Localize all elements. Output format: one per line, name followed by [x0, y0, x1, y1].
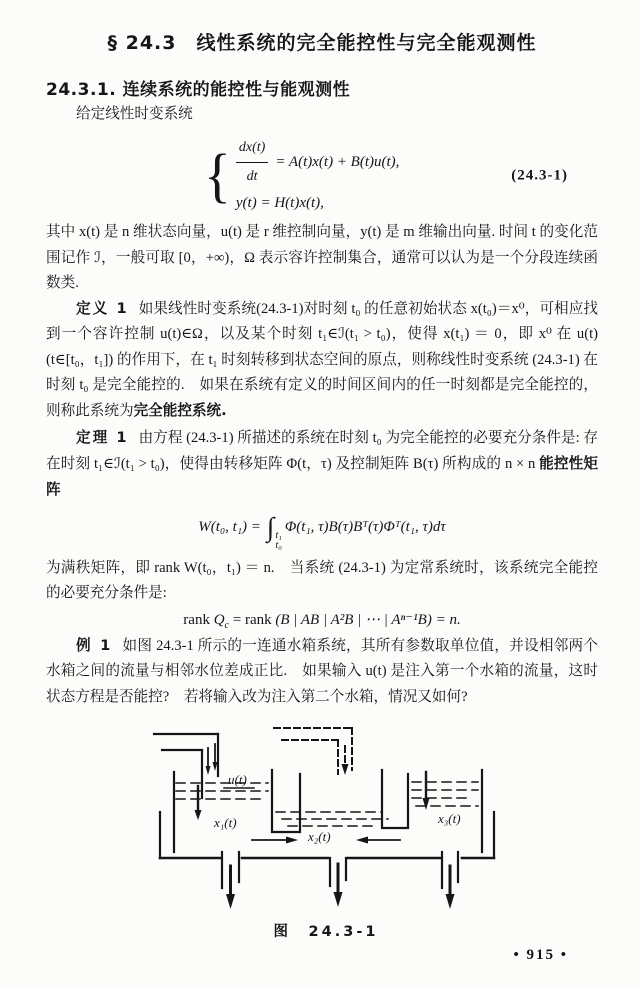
x3-label: x₃(t) — [438, 811, 461, 827]
equation-lines — [236, 135, 400, 216]
paragraph-intro: 给定线性时变系统 — [76, 106, 193, 122]
equation-number: (24.3-1) — [511, 167, 568, 184]
gramian-lhs: W(t₀, t₁) = — [198, 518, 261, 535]
tank1-water-level — [176, 783, 268, 799]
pier1 — [272, 770, 300, 832]
paragraph-theorem-1 — [46, 425, 598, 504]
derivative-fraction — [236, 135, 268, 190]
drain-tank2 — [330, 858, 346, 907]
theorem-1-label: 定理 1 — [76, 428, 129, 446]
definition-1-label: 定义 1 — [76, 300, 129, 318]
paragraph-system-description: 其中 x(t) 是 n 维状态向量，u(t) 是 r 维控制向量，y(t) 是 m 维输出向量. 时间 t 的变化范围记作 ℐ，一般可取 [0，+∞)，Ω 表示容许控制集合，通常可以认为是一个分段连续函数类. — [46, 224, 598, 291]
paragraph-example-1 — [46, 633, 598, 710]
figure-24-3-1 — [142, 720, 510, 941]
x1-label: x₁(t) — [214, 815, 237, 831]
integral-lower-limit: t₀ — [275, 539, 282, 551]
tank2-water-level — [276, 812, 388, 826]
equation-rank-condition — [46, 610, 598, 631]
rank-equals: = rank — [229, 612, 276, 629]
fraction-denominator: dt — [246, 169, 258, 185]
equation-brace: { — [204, 142, 231, 210]
theorem-1-text: 由方程 (24.3-1) 所描述的系统在时刻 t₀ 为完全能控的必要充分条件是: 存在时刻 t₁∈ℐ(t₁ > t₀)，使得由转移矩阵 Φ(t，τ) 及控制矩阵 B(τ) 所构成的 n × n — [46, 429, 598, 472]
definition-1-text: 如果线性时变系统(24.3-1)对时刻 t₀ 的任意初始状态 x(t₀)＝x⁰，可相应找到一个容许控制 u(t)∈Ω，以及某个时刻 t₁∈ℐ(t₁ > t₀)，使得 x(t₁) ＝ 0，即 x⁰ 在 u(t)(t∈[t₀，t₁]) 的作用下，在 t₁ 时刻转移到状态空间的原点，则称线性时变系统 (24.3-1) 在时刻 t₀ 是完全能控的. 如果在系统有定义的时间区间内的任一时刻都是完全能控的，则称此系统为 — [46, 301, 598, 420]
integral-limits — [275, 531, 282, 551]
dashed-inflow-pipe — [274, 728, 352, 774]
integral-sign: ∫ — [266, 511, 275, 542]
figure-caption: 图 24.3-1 — [273, 924, 379, 941]
state-equation-rhs: = A(t)x(t) + B(t)u(t), — [275, 154, 400, 171]
example-1-text: 如图 24.3-1 所示的一连通水箱系统，其所有参数取单位值，并设相邻两个水箱之间的流量与相邻水位差成正比. 如果输入 u(t) 是注入第一个水箱的流量，这时状态方程是否能控? 若将输入改为注入第二个水箱，情况又如何? — [46, 638, 598, 705]
tank3-water-level — [412, 782, 478, 806]
drain-tank1 — [222, 852, 239, 909]
rank-matrix-symbol: Q — [213, 612, 225, 629]
equation-24-3-1 — [46, 135, 598, 216]
u-label: u(t) — [228, 772, 247, 788]
inflow-arrows — [206, 744, 218, 775]
definition-1-bold-term: 完全能控系统. — [133, 402, 227, 420]
paragraph-definition-1 — [46, 296, 598, 424]
integral-upper-limit: t₁ — [275, 529, 282, 541]
drain-tank3 — [442, 852, 458, 909]
output-equation: y(t) = H(t)x(t), — [235, 195, 324, 212]
flow-arrow-left — [356, 837, 400, 844]
rank-matrix-subscript: c — [224, 620, 229, 632]
subsection-title: 24.3.1. 连续系统的能控性与能观测性 — [46, 80, 351, 100]
flow-arrow-right — [252, 837, 298, 844]
equation-controllability-gramian — [46, 512, 598, 551]
x2-label: x₂(t) — [308, 829, 331, 845]
tank3-level-mark — [423, 772, 430, 810]
section-title: § 24.3 线性系统的完全能控性与完全能观测性 — [107, 32, 537, 54]
fraction-numerator: dx(t) — [236, 135, 268, 163]
dashed-inflow-arrowhead — [342, 764, 349, 775]
pier2 — [382, 770, 408, 828]
theorem-1-bold-term: 能控性矩阵 — [46, 454, 598, 499]
rank-word: rank — [183, 612, 214, 629]
example-1-label: 例 1 — [76, 637, 113, 655]
page-number: • 915 • — [513, 947, 568, 964]
water-tank-diagram — [142, 720, 510, 918]
paragraph-rank-condition: 为满秩矩阵，即 rank W(t₀，t₁) ＝ n. 当系统 (24.3-1) 为定常系统时，该系统完全能控的必要充分条件是: — [46, 559, 598, 601]
rank-matrix-blocks: (B | AB | A²B | ⋯ | Aⁿ⁻¹B) = n. — [275, 612, 461, 629]
gramian-integrand: Φ(t₁, τ)B(τ)Bᵀ(τ)Φᵀ(t₁, τ)dτ — [284, 518, 446, 535]
